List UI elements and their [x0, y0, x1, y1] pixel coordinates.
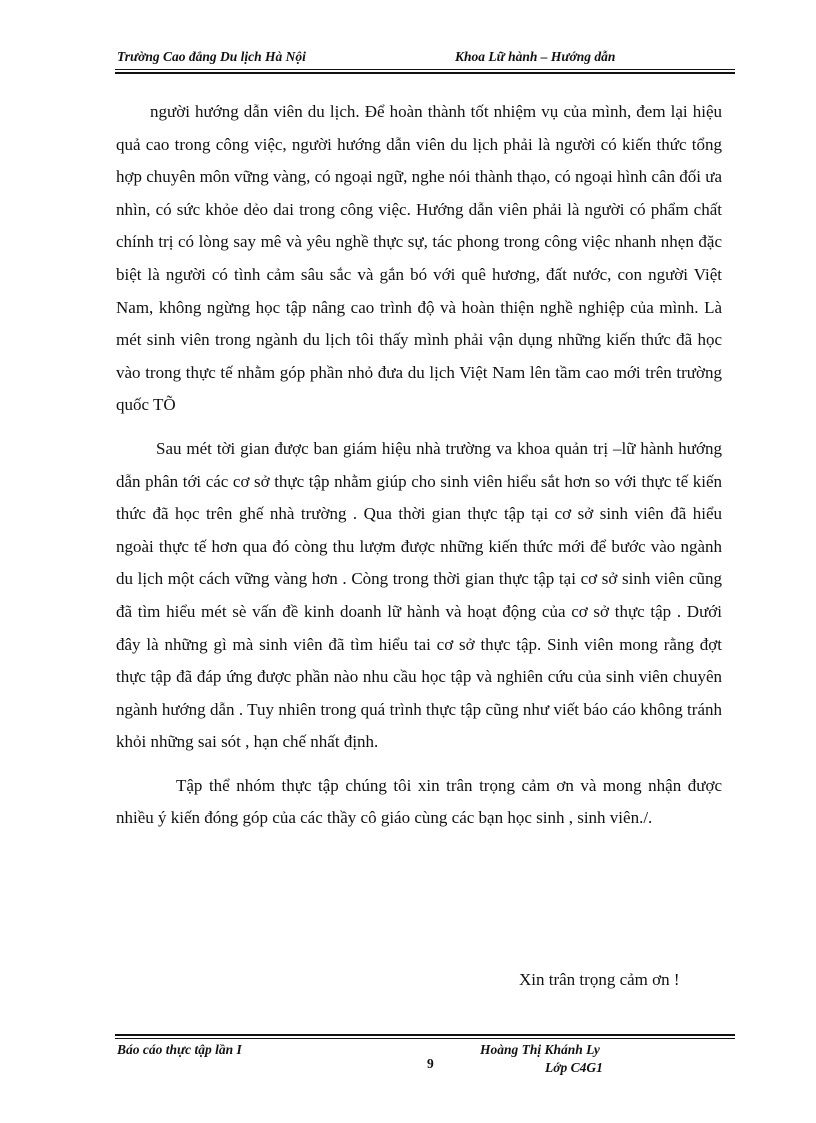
header-rule-bottom: [115, 72, 735, 74]
paragraph-3: Tập thể nhóm thực tập chúng tôi xin trân trọng cảm ơn và mong nhận được nhiều ý kiến đóng góp của các thầy cô giáo cùng các bạn học sinh , sinh viên./.: [116, 775, 722, 828]
footer-author: Hoàng Thị Khánh Ly: [480, 1042, 600, 1057]
header-rule-top: [115, 69, 735, 70]
header-department: Khoa Lữ hành – Hướng dẫn: [455, 49, 616, 64]
page-number: 9: [427, 1056, 434, 1071]
footer-class: Lớp C4G1: [545, 1060, 603, 1075]
footer-rule-top: [115, 1034, 735, 1036]
closing-line: Xin trân trọng cảm ơn !: [519, 970, 680, 989]
footer-report-title: Báo cáo thực tập lần I: [117, 1042, 242, 1057]
page-footer: [115, 1042, 735, 1082]
header-school-name: Trường Cao đẳng Du lịch Hà Nội: [117, 49, 306, 64]
paragraph-2: Sau mét tời gian được ban giám hiệu nhà trường va khoa quản trị –lữ hành hướng dẫn phân tới các cơ sở thực tập nhằm giúp cho sinh viên hiểu sắt hơn so với thực tế kiến thức đã học trên ghế nhà trường . Qua thời gian thực tập tại cơ sở sinh viên đã hiểu ngoài thực tế hơn qua đó còng thu lượm được những kiến thức mới để bước vào ngành du lịch một cách vững vàng hơn . Còng trong thời gian thực tập tại cơ sở sinh viên cũng đã tìm hiểu mét sè vấn đề kinh doanh lữ hành và hoạt động của cơ sở thực tập . Dưới đây là những gì mà sinh viên đã tìm hiểu tai cơ sở thực tập. Sinh viên mong rằng đợt thực tập đã đáp ứng được phần nào nhu cầu học tập và nghiên cứu của sinh viên chuyên ngành hướng dẫn . Tuy nhiên trong quá trình thực tập cũng như viết báo cáo không tránh khỏi những sai sót , hạn chế nhất định.: [116, 438, 722, 752]
paragraph-1: người hướng dẫn viên du lịch. Để hoàn thành tốt nhiệm vụ của mình, đem lại hiệu quả cao trong công việc, người hướng dẫn viên du lịch phải là người có kiến thức tổng hợp chuyên môn vững vàng, có ngoại ngữ, nghe nói thành thạo, có ngoại hình cân đối ưa nhìn, có sức khỏe dẻo dai trong công việc. Hướng dẫn viên phải là người có phẩm chất chính trị có lòng say mê và yêu nghề thực sự, tác phong trong công việc nhanh nhẹn đặc biệt là người có tình cảm sâu sắc và gắn bó với quê hương, đất nước, con người Việt Nam, không ngừng học tập nâng cao trình độ và hoàn thiện nghề nghiệp của mình. Là mét sinh viên trong ngành du lịch tôi thấy mình phải vận dụng những kiến thức đã học vào trong thực tế nhằm góp phần nhỏ đưa du lịch Việt Nam lên tầm cao mới trên trường quốc TÕ: [116, 102, 723, 415]
page-header: [115, 47, 735, 69]
footer-rule-bottom: [115, 1038, 735, 1039]
body-text: [116, 96, 722, 835]
